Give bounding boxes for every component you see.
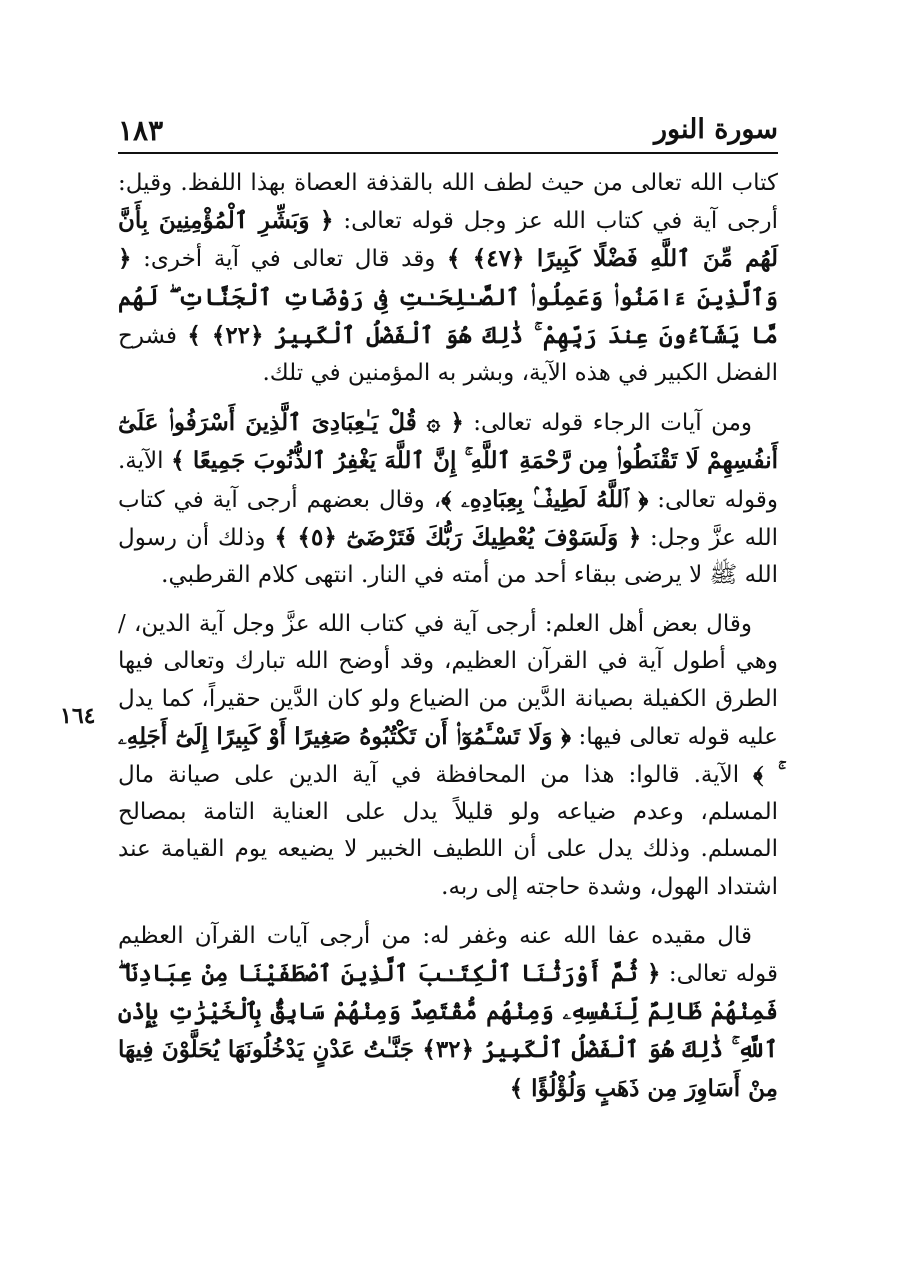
page-number: ١٨٣	[118, 114, 164, 147]
paragraph-1	[118, 165, 778, 392]
p1-quran-1: ﴿ وَبَشِّرِ ٱلْمُؤْمِنِينَ بِأَنَّ لَهُم مِّنَ ٱللَّهِ فَضْلًا كَبِيرًا ﴿٤٧﴾ ﴾	[118, 207, 778, 273]
p1-text-3: فشرح الفضل الكبير في هذه الآية، وبشر به المؤمنين في تلك.	[118, 322, 778, 387]
p2-quran-3: ﴿ وَلَسَوْفَ يُعْطِيكَ رَبُّكَ فَتَرْضَىٰٓ ﴿٥﴾ ﴾	[274, 523, 642, 551]
p1-quran-2: ﴿ وَٱلَّذِينَ ءَامَنُوا۟ وَعَمِلُوا۟ ٱلصَّـٰلِحَـٰتِ فِى رَوْضَاتِ ٱلْجَنَّاتِ ۖ لَهُم مَّا يَشَآءُونَ عِندَ رَبِّهِمْ ۚ ذَٰلِكَ هُوَ ٱلْفَضْلُ ٱلْكَبِيرُ ﴿٢٢﴾ ﴾	[118, 245, 778, 349]
paragraph-2	[118, 404, 778, 594]
page-body	[118, 165, 778, 1108]
p3-quran-1: ﴿ وَلَا تَسْـَٔمُوٓا۟ أَن تَكْتُبُوهُ صَغِيرًا أَوْ كَبِيرًا إِلَىٰٓ أَجَلِهِۦ ۚ ﴾	[118, 722, 779, 789]
p2-text-1: ومن آيات الرجاء قوله تعالى:	[463, 410, 753, 437]
p2-quran-2: ﴿ ٱللَّهُ لَطِيفٌۢ بِعِبَادِهِۦ ﴾	[441, 485, 649, 513]
margin-page-number: ١٦٤	[60, 703, 96, 729]
p1-text-2: وقد قال تعالى في آية أخرى:	[131, 246, 447, 273]
p2-text-4: وذلك أن رسول الله ﷺ لا يرضى ببقاء أحد من أمته في النار. انتهى كلام القرطبي.	[118, 524, 778, 589]
p2-text-3: ، وقال بعضهم أرجى آية في كتاب الله عزَّ وجل:	[118, 486, 778, 551]
p3-text-2: الآية. قالوا: هذا من المحافظة في آية الدين على صيانة مال المسلم، وعدم ضياعه ولو قليلاً يدل على العناية التامة بمصالح المسلم. وذلك يدل على أن اللطيف الخبير لا يضيعه يوم القيامة عند اشتداد الهول، وشدة حاجته إلى ربه.	[118, 762, 778, 900]
p3-text-1: وقال بعض أهل العلم: أرجى آية في كتاب الله عزَّ وجل آية الدين، /وهي أطول آية في القرآن العظيم، وقد أوضح الله تبارك وتعالى فيها الطرق الكفيلة بصيانة الدَّين من الضياع ولو كان الدَّين حقيراً، كما يدل عليه قوله تعالى فيها:	[118, 611, 778, 750]
paragraph-3	[118, 606, 778, 906]
header-rule	[118, 152, 778, 154]
p2-quran-1: ﴿ ۞ قُلْ يَـٰعِبَادِىَ ٱلَّذِينَ أَسْرَفُوا۟ عَلَىٰٓ أَنفُسِهِمْ لَا تَقْنَطُوا۟ مِن رَّحْمَةِ ٱللَّهِ ۚ إِنَّ ٱللَّهَ يَغْفِرُ ٱلذُّنُوبَ جَمِيعًا ﴾	[118, 409, 778, 475]
paragraph-4	[118, 918, 778, 1108]
p2-text-2: الآية. وقوله تعالى:	[118, 448, 778, 513]
p1-text-1: كتاب الله تعالى من حيث لطف الله بالقذفة العصاة بهذا اللفظ. وقيل: أرجى آية في كتاب الله عز وجل قوله تعالى:	[118, 170, 778, 235]
p4-quran-1: ﴿ ثُمَّ أَوْرَثْنَا ٱلْكِتَـٰبَ ٱلَّذِينَ ٱصْطَفَيْنَا مِنْ عِبَادِنَا ۖ فَمِنْهُمْ ظَالِمٌ لِّنَفْسِهِۦ وَمِنْهُم مُّقْتَصِدٌ وَمِنْهُمْ سَابِقٌۢ بِٱلْخَيْرَٰتِ بِإِذْنِ ٱللَّهِ ۚ ذَٰلِكَ هُوَ ٱلْفَضْلُ ٱلْكَبِيرُ ﴿٣٢﴾ جَنَّـٰتُ عَدْنٍ يَدْخُلُونَهَا يُحَلَّوْنَ فِيهَا مِنْ أَسَاوِرَ مِن ذَهَبٍ وَلُؤْلُؤًا ﴾	[118, 960, 778, 1102]
surah-title: سورة النور	[653, 114, 778, 145]
page-header	[118, 112, 778, 156]
p4-text-1: قال مقيده عفا الله عنه وغفر له: من أرجى آيات القرآن العظيم قوله تعالى:	[118, 922, 778, 988]
